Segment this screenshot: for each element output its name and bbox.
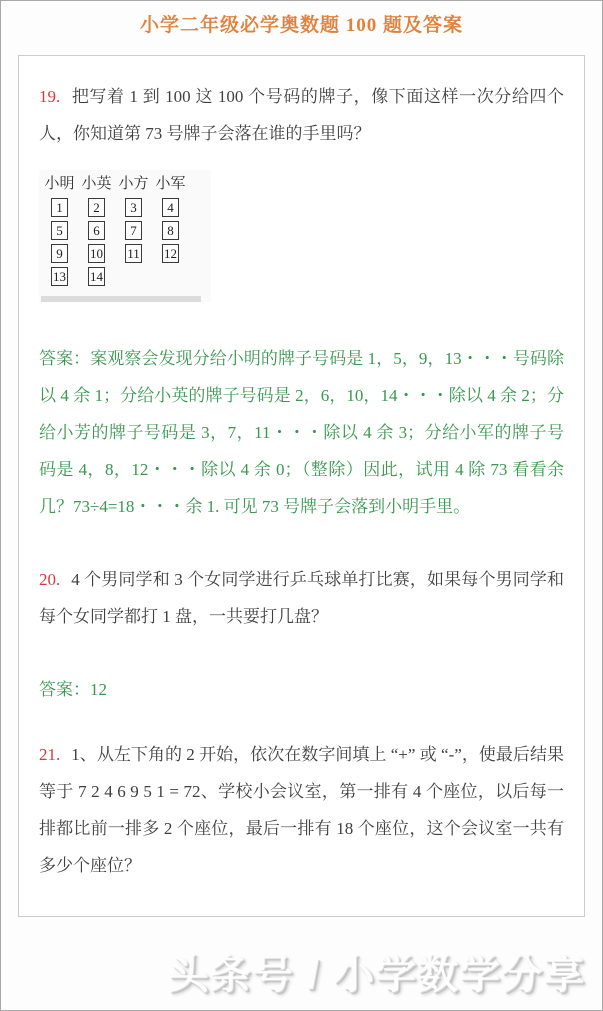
content-card xyxy=(18,55,585,917)
number-table-image xyxy=(39,170,211,302)
page-title: 小学二年级必学奥数题 100 题及答案 xyxy=(139,15,463,36)
number-card: 3 xyxy=(125,198,142,217)
number-card: 4 xyxy=(162,198,179,217)
table-row xyxy=(41,267,211,286)
number-card: 13 xyxy=(53,269,66,284)
number-card: 2 xyxy=(88,198,105,217)
table-header-xiaofang: 小方 xyxy=(118,176,149,192)
answer-19: 答案：案观察会发现分给小明的牌子号码是 1，5，9，13・・・号码除以 4 余 1；分给小英的牌子号码是 2，6，10，14・・・除以 4 余 2；分给小芳的牌子号码是 3，7，11・・・除以 4 余 3；分给小军的牌子号码是 4，8，12・・・除以 4 余 0；（整除）因此，试用 4 除 73 看看余几？73÷4=18・・・余 1. 可见 73 号牌子会落到小明手里。 xyxy=(39,349,564,516)
question-19-number: 19. xyxy=(39,87,61,106)
answer-20: 答案：12 xyxy=(39,680,107,699)
question-20-text: 4 个男同学和 3 个女同学进行乒乓球单打比赛，如果每个男同学和每个女同学都打 1 盘，一共要打几盘？ xyxy=(39,570,564,626)
number-card: 1 xyxy=(51,198,68,217)
question-19 xyxy=(39,78,564,152)
number-card: 14 xyxy=(90,269,103,284)
table-header-xiaojun: 小军 xyxy=(155,176,186,192)
number-card: 9 xyxy=(51,244,68,263)
number-table-headers xyxy=(41,174,211,194)
question-21-text: 1、从左下角的 2 开始，依次在数字间填上 “+” 或 “-”，使最后结果等于 7 2 4 6 9 5 1 = 72、学校小会议室，第一排有 4 个座位，以后每一排都比前一排多 2 个座位，最后一排有 18 个座位，这个会议室一共有多少个座位？ xyxy=(39,745,564,875)
scan-image-bottom-band xyxy=(41,296,201,302)
table-row xyxy=(41,198,211,217)
number-card: 7 xyxy=(125,221,142,240)
question-19-text: 把写着 1 到 100 这 100 个号码的牌子，像下面这样一次分给四个人，你知道第 73 号牌子会落在谁的手里吗？ xyxy=(39,87,564,143)
question-21 xyxy=(39,736,564,884)
number-card: 10 xyxy=(90,246,103,261)
number-card: 11 xyxy=(125,244,142,263)
number-card: 8 xyxy=(162,221,179,240)
number-card: 6 xyxy=(88,221,105,240)
table-row xyxy=(41,221,211,240)
question-21-number: 21. xyxy=(39,745,61,764)
table-header-xiaoming: 小明 xyxy=(44,176,75,192)
number-card: 5 xyxy=(51,221,68,240)
question-20 xyxy=(39,561,564,635)
watermark: 头条号 / 小学数学分享 xyxy=(168,953,586,997)
question-20-number: 20. xyxy=(39,570,61,589)
table-header-xiaoying: 小英 xyxy=(81,176,112,192)
table-row xyxy=(41,244,211,263)
number-card: 12 xyxy=(164,246,177,261)
